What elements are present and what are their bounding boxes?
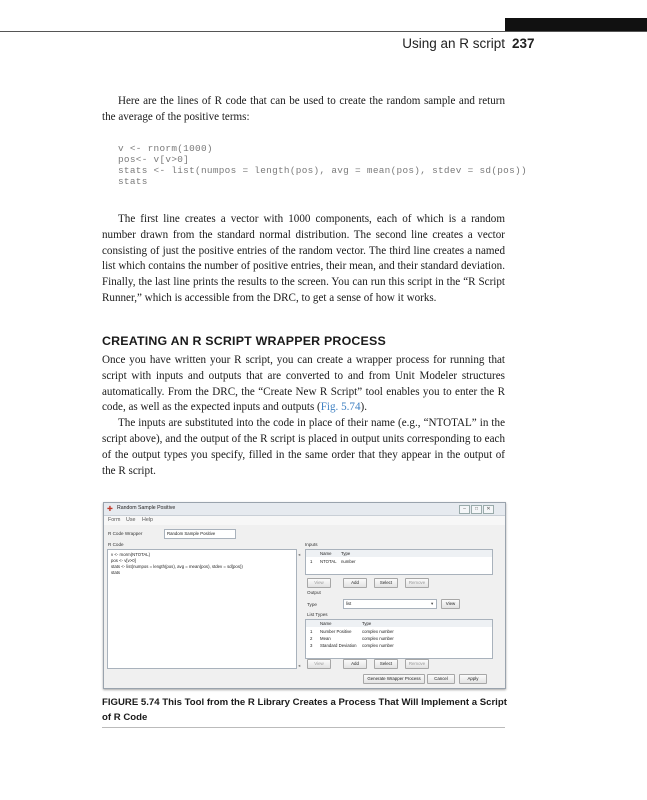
row-type: complex number [362,636,394,641]
row-name: Number Positive [320,629,352,634]
window-title: Random Sample Positive [117,505,176,511]
r-code-block [118,143,527,187]
figure-reference-link[interactable]: Fig. 5.74 [320,401,361,414]
menu-bar [104,516,505,525]
output-label: Output [307,590,321,595]
r-code-label: R Code [108,542,124,547]
section-paragraph-1 [102,353,505,416]
figure-screenshot [103,502,506,689]
list-select-button[interactable]: Select [374,659,398,669]
editor-line: pos <- v[v>0] [111,558,136,563]
menu-help[interactable]: Help [142,517,153,523]
list-add-button[interactable]: Add [343,659,367,669]
wrapper-name-value: Random Sample Positive [167,531,216,536]
inputs-col-name: Name [320,551,332,556]
header-rule [0,31,647,32]
minimize-button[interactable]: – [459,505,470,514]
row-name: NTOTAL [320,559,337,564]
code-line: stats <- list(numpos = length(pos), avg = mean(pos), stdev = sd(pos)) [118,165,527,176]
row-type: complex number [362,629,394,634]
menu-use[interactable]: Use [126,517,136,523]
row-index: 3 [310,643,313,648]
para1-text-before: Once you have written your R script, you can create a wrapper process for running that script with inputs and outputs that are converted to and from Unit Modeler structures automatically. From the DRC, the “Create New R Script” tool enables you to enter the R code, as well as the expected inputs and outputs ( [102,354,505,414]
inputs-label: Inputs [305,542,318,547]
inputs-table-header [306,550,492,557]
splitter-arrow-icon[interactable]: ◂ [298,552,301,557]
intro-text: Here are the lines of R code that can be used to create the random sample and return the average of the positive terms: [102,95,505,123]
close-button[interactable]: ✕ [483,505,494,514]
maximize-button[interactable]: □ [471,505,482,514]
menu-form[interactable]: Form [108,517,121,523]
editor-line: v <- rnorm(NTOTAL) [111,552,151,557]
caption-rule [102,727,505,728]
para1-text-after: ). [360,401,367,414]
wrapper-label: R Code Wrapper [108,531,143,536]
list-types-label: List Types [307,612,328,617]
inputs-table[interactable] [305,549,493,575]
row-index: 2 [310,636,313,641]
wrapper-name-input[interactable] [164,529,236,539]
r-code-editor[interactable] [107,549,297,669]
code-line: stats [118,176,148,187]
running-title: Using an R script [402,36,505,51]
section-paragraph-2: The inputs are substituted into the code in place of their name (e.g., “NTOTAL” in the script above), and the output of the R script is placed in output units corresponding to each of the output types you specify, filled in the same order that they appear in the output of the R script. [102,417,505,477]
row-type: number [341,559,356,564]
row-type: complex number [362,643,394,648]
section-body [102,353,505,479]
page-number: 237 [512,36,535,51]
row-index: 1 [310,559,313,564]
inputs-add-button[interactable]: Add [343,578,367,588]
row-name: Standard Deviation [320,643,357,648]
inputs-remove-button[interactable]: Remove [405,578,429,588]
type-label: Type [307,602,317,607]
chevron-down-icon: ▾ [431,601,434,606]
type-select[interactable] [343,599,437,609]
window-titlebar [104,503,505,516]
section-heading: CREATING AN R SCRIPT WRAPPER PROCESS [102,334,386,348]
list-view-button[interactable]: View [307,659,331,669]
r-logo-icon: ✚ [107,506,113,513]
code-line: pos<- v[v>0] [118,154,190,165]
inputs-view-button[interactable]: View [307,578,331,588]
list-remove-button[interactable]: Remove [405,659,429,669]
type-view-button[interactable]: View [441,599,460,609]
list-types-table[interactable] [305,619,493,659]
code-line: v <- rnorm(1000) [118,143,213,154]
inputs-select-button[interactable]: Select [374,578,398,588]
splitter-arrow-icon[interactable]: ◂ [298,663,301,668]
cancel-button[interactable]: Cancel [427,674,455,684]
list-table-header [306,620,492,627]
figure-caption: FIGURE 5.74 This Tool from the R Library Creates a Process That Will Implement a Script of R Code [102,697,507,723]
list-col-name: Name [320,621,332,626]
editor-line: stats <- list(numpos = length(pos), avg = mean(pos), stdev = sd(pos)) [111,564,243,569]
list-col-type: Type [362,621,372,626]
apply-button[interactable]: Apply [459,674,487,684]
header-bar [505,18,647,31]
type-select-value: list [346,601,352,606]
explanation-text: The first line creates a vector with 1000 components, each of which is a random number drawn from the standard normal distribution. The second line creates a vector consisting of just the positive entries of the random vector. The third line creates a named list which contains the number of positive entries, their mean, and their standard deviation. Finally, the last line prints the results to the screen. You can run this script in the “R Script Runner,” which is accessible from the DRC, to get a sense of how it works. [102,213,505,304]
editor-line: stats [111,570,121,575]
inputs-col-type: Type [341,551,351,556]
row-name: Mean [320,636,331,641]
intro-paragraph [102,94,505,126]
generate-wrapper-button[interactable]: Generate Wrapper Process [363,674,425,684]
row-index: 1 [310,629,313,634]
explanation-paragraph [102,212,505,307]
